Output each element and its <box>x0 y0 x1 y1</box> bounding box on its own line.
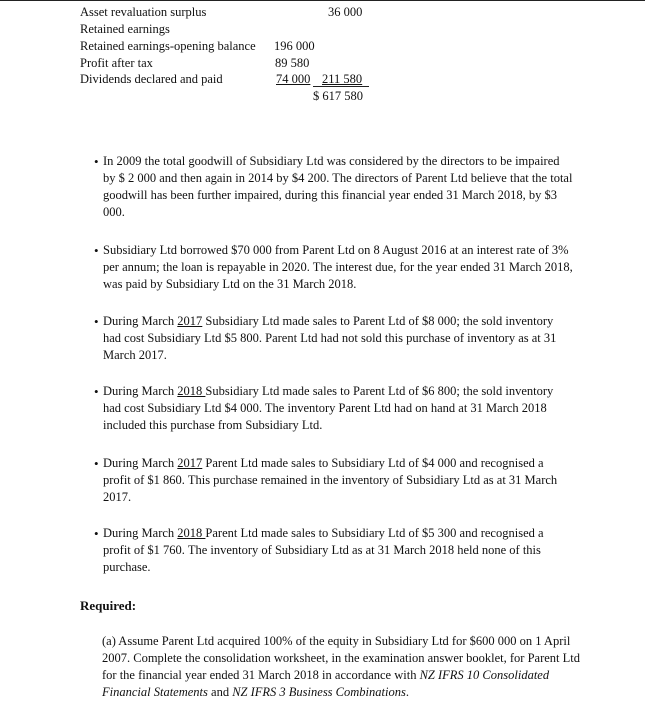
total-rule <box>313 86 369 87</box>
bullet-sales-2017-sub-to-parent <box>94 313 573 364</box>
requirement-a-text: (a) Assume Parent Ltd acquired 100% of the equity in Subsidiary Ltd for $600 000 on 1 April 2007. Complete the consolidation worksheet, in the examination answer booklet, for Parent Ltd for the financial year ended 31 March 2018 in accordance with NZ IFRS 10 Consolidated Financial Statements and NZ IFRS 3 Business Combinations. <box>102 634 581 699</box>
year-underlined: 2017 <box>177 314 203 328</box>
value-retained-earnings-opening: 196 000 <box>274 39 315 53</box>
year-underlined: 2018 <box>177 526 206 540</box>
bullet-goodwill <box>94 153 573 221</box>
top-rule <box>0 0 645 1</box>
bullet-text: During March 2017 Subsidiary Ltd made sales to Parent Ltd of $8 000; the sold inventory had cost Subsidiary Ltd $5 800. Parent Ltd had not sold this purchase of inventory as at 31 March 2017. <box>103 314 557 362</box>
row-label-dividends: Dividends declared and paid <box>80 72 223 86</box>
value-dividends: 74 000 <box>276 72 311 86</box>
standard-nz-ifrs-10: NZ IFRS 10 Consolidated Financial Statements <box>102 668 550 699</box>
row-label-asset-revaluation-surplus: Asset revaluation surplus <box>80 5 207 19</box>
bullet-icon: • <box>94 526 99 541</box>
year-underlined: 2018 <box>177 384 206 398</box>
bullet-icon: • <box>94 456 99 471</box>
bullet-text: In 2009 the total goodwill of Subsidiary Ltd was considered by the directors to be impaired by $ 2 000 and then again in 2014 by $4 200. The directors of Parent Ltd believe that the total goodwill has been further impaired, during this financial year ended 31 March 2018, by $3 000. <box>103 154 573 219</box>
row-label-retained-earnings: Retained earnings <box>80 22 170 36</box>
bullet-text: During March 2017 Parent Ltd made sales to Subsidiary Ltd of $4 000 and recognised a profit of $1 860. This purchase remained in the inventory of Subsidiary Ltd as at 31 March 2017. <box>103 456 558 504</box>
bullet-loan <box>94 242 573 293</box>
bullet-text: During March 2018 Parent Ltd made sales to Subsidiary Ltd of $5 300 and recognised a profit of $1 760. The inventory of Subsidiary Ltd as at 31 March 2018 held none of this purchase. <box>103 526 544 574</box>
bullet-text: During March 2018 Subsidiary Ltd made sales to Parent Ltd of $6 800; the sold inventory had cost Subsidiary Ltd $4 000. The inventory Parent Ltd had on hand at 31 March 2018 included this purchase from Subsidiary Ltd. <box>103 384 554 432</box>
value-retained-earnings-total: 211 580 <box>322 72 363 86</box>
row-label-retained-earnings-opening: Retained earnings-opening balance <box>80 39 256 53</box>
bullet-icon: • <box>94 314 99 329</box>
grand-total: $ 617 580 <box>313 89 363 103</box>
bullet-sales-2017-parent-to-sub <box>94 455 573 506</box>
bullet-sales-2018-sub-to-parent <box>94 383 573 434</box>
bullet-icon: • <box>94 243 99 258</box>
year-underlined: 2017 <box>177 456 203 470</box>
bullet-icon: • <box>94 154 99 169</box>
bullet-text: Subsidiary Ltd borrowed $70 000 from Parent Ltd on 8 August 2016 at an interest rate of 3% per annum; the loan is repayable in 2020. The interest due, for the year ended 31 March 2018, was paid by Subsidiary Ltd on the 31 March 2018. <box>103 243 573 291</box>
value-asset-revaluation-surplus: 36 000 <box>328 5 363 19</box>
bullet-sales-2018-parent-to-sub <box>94 525 573 576</box>
required-heading: Required: <box>80 598 137 613</box>
standard-nz-ifrs-3: NZ IFRS 3 Business Combinations <box>232 685 406 699</box>
requirement-a <box>102 633 582 701</box>
row-label-profit-after-tax: Profit after tax <box>80 56 153 70</box>
value-profit-after-tax: 89 580 <box>275 56 310 70</box>
bullet-icon: • <box>94 384 99 399</box>
